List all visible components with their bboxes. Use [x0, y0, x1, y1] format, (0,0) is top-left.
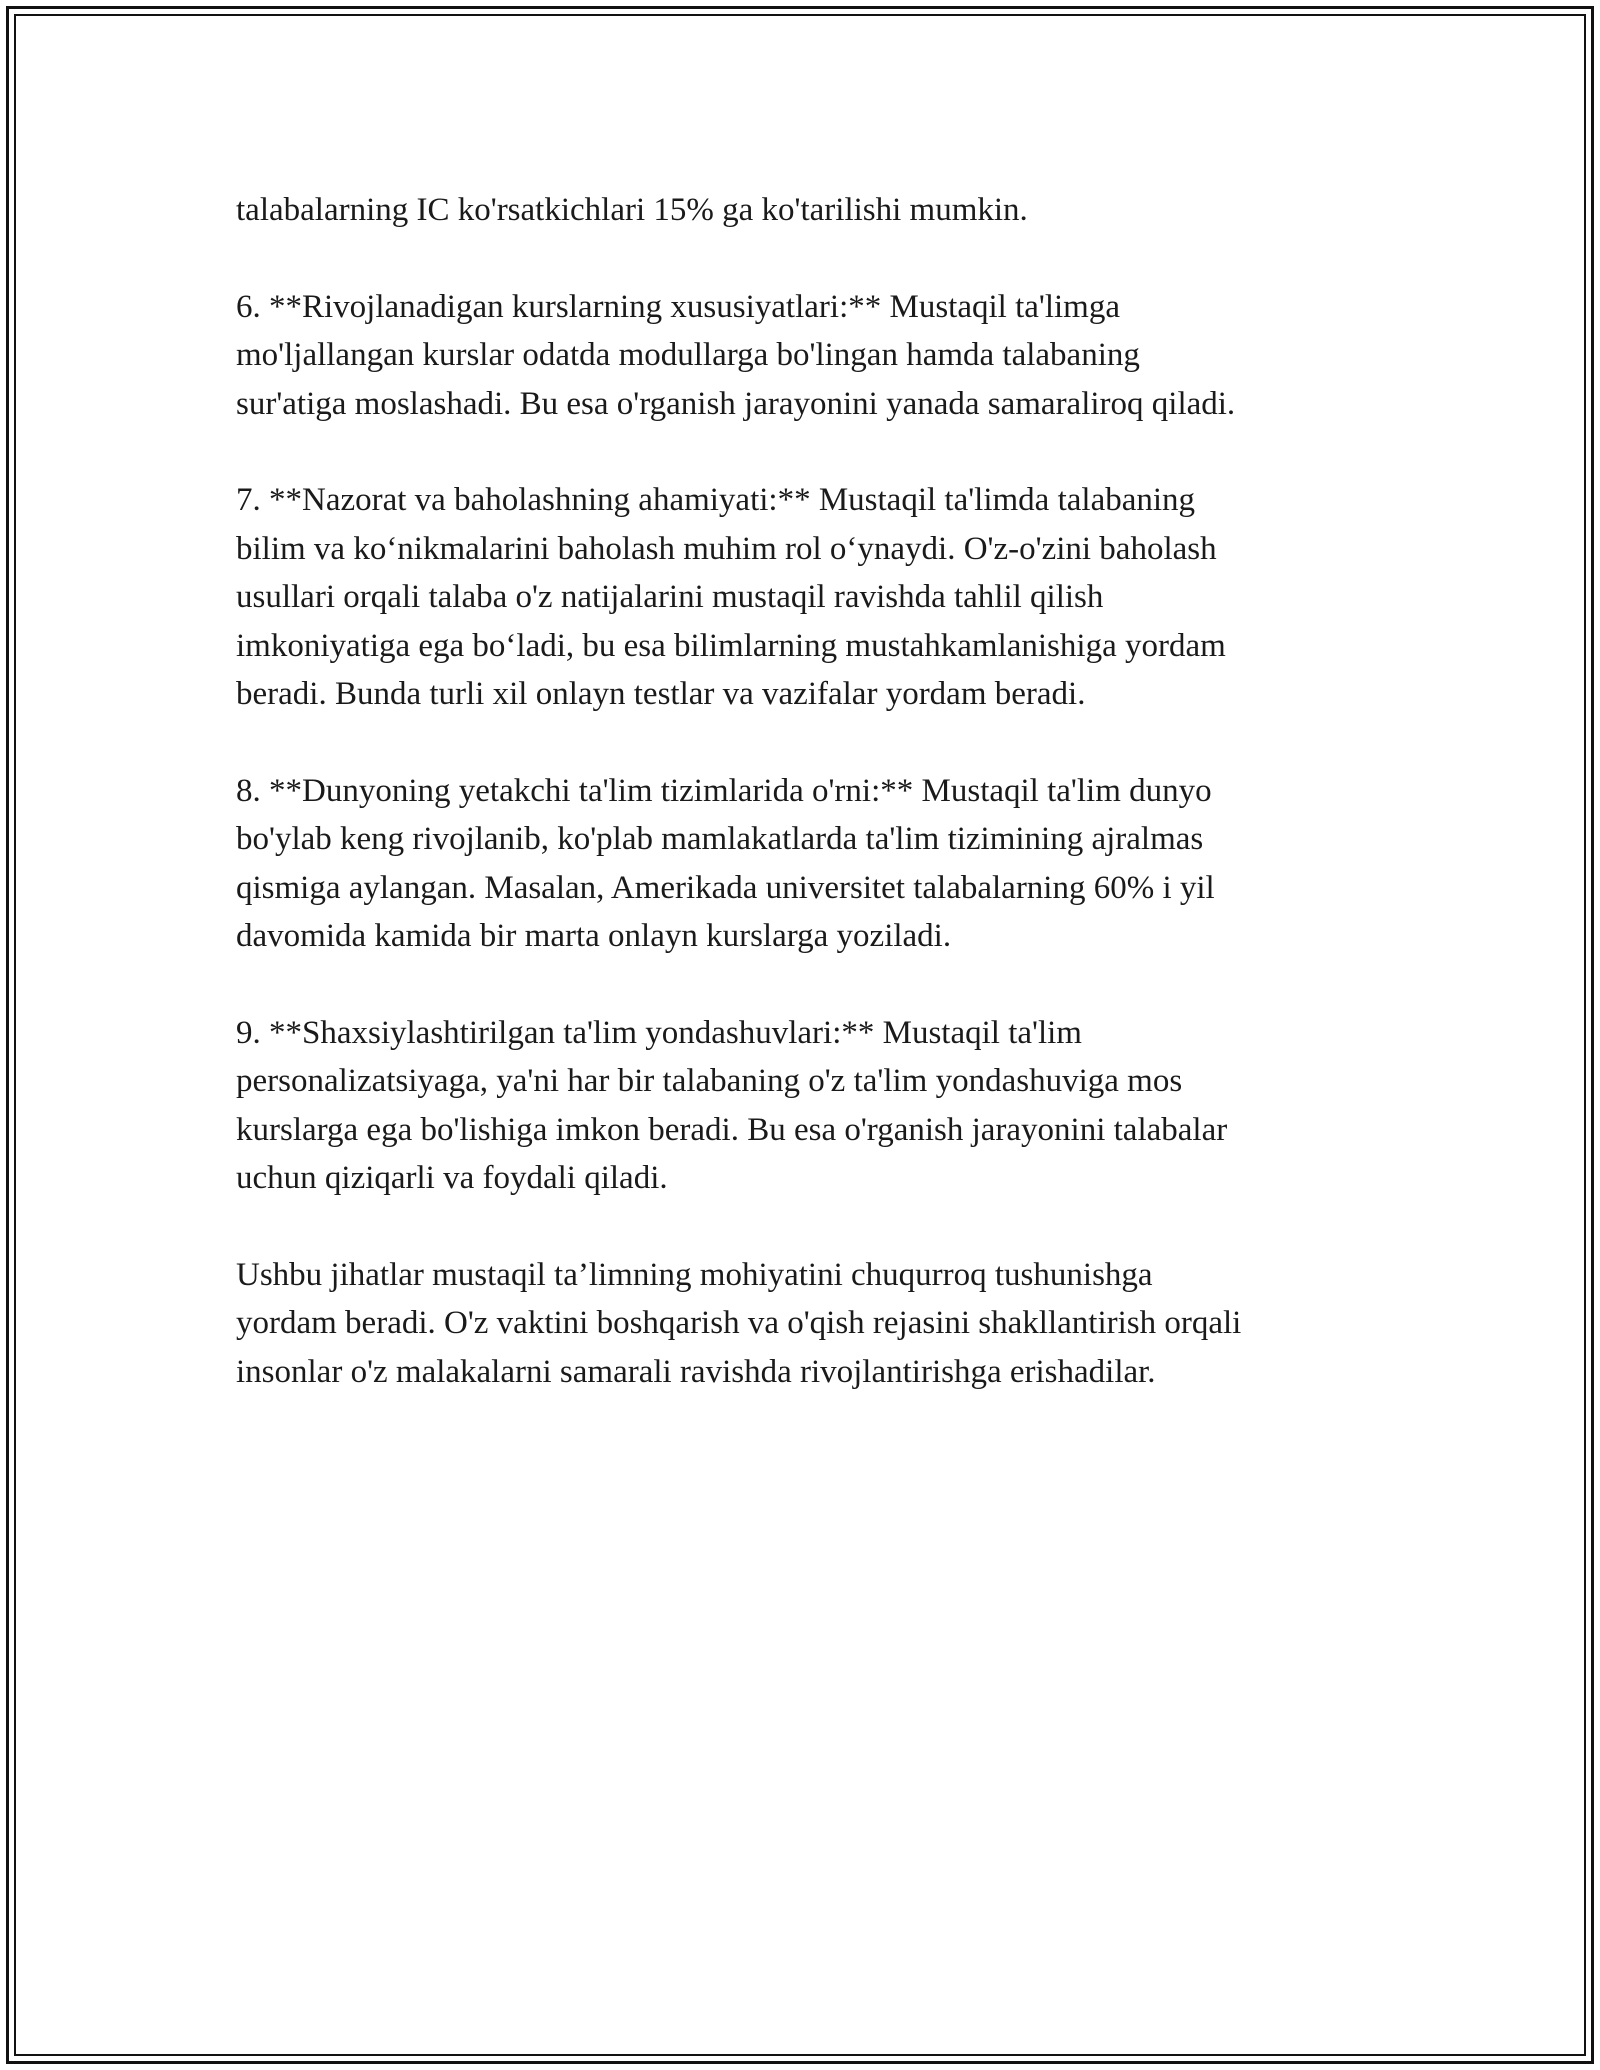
paragraph-conclusion: Ushbu jihatlar mustaqil ta’limning mohiyatini chuqurroq tushunishga yordam beradi. O'z vaktini boshqarish va o'qish rejasini shakllantirish orqali insonlar o'z malakalarni samarali ravishda rivojlantirishga erishadilar.	[236, 1256, 1242, 1390]
paragraph-item-8: 8. **Dunyoning yetakchi ta'lim tizimlarida o'rni:** Mustaqil ta'lim dunyo bo'ylab keng rivojlanib, ko'plab mamlakatlarda ta'lim tizimining ajralmas qismiga aylangan. Masalan, Amerikada universitet talabalarning 60% i yil davomida kamida bir marta onlayn kurslarga yoziladi.	[236, 772, 1215, 954]
document-body	[236, 186, 1366, 1444]
paragraph-continuation: talabalarning IC ko'rsatkichlari 15% ga ko'tarilishi mumkin.	[236, 192, 1028, 228]
paragraph-item-9: 9. **Shaxsiylashtirilgan ta'lim yondashuvlari:** Mustaqil ta'lim personalizatsiyaga, ya'ni har bir talabaning o'z ta'lim yondashuviga mos kurslarga ega bo'lishiga imkon beradi. Bu esa o'rganish jarayonini talabalar uchun qiziqarli va foydali qiladi.	[236, 1014, 1228, 1196]
paragraph-item-7: 7. **Nazorat va baholashning ahamiyati:** Mustaqil ta'limda talabaning bilim va ko‘nikmalarini baholash muhim rol o‘ynaydi. O'z-o'zini baholash usullari orqali talaba o'z natijalarini mustaqil ravishda tahlil qilish imkoniyatiga ega bo‘ladi, bu esa bilimlarning mustahkamlanishiga yordam beradi. Bunda turli xil onlayn testlar va vazifalar yordam beradi.	[236, 482, 1226, 712]
paragraph-item-6: 6. **Rivojlanadigan kurslarning xususiyatlari:** Mustaqil ta'limga mo'ljallangan kurslar odatda modullarga bo'lingan hamda talabaning sur'atiga moslashadi. Bu esa o'rganish jarayonini yanada samaraliroq qiladi.	[236, 288, 1236, 422]
